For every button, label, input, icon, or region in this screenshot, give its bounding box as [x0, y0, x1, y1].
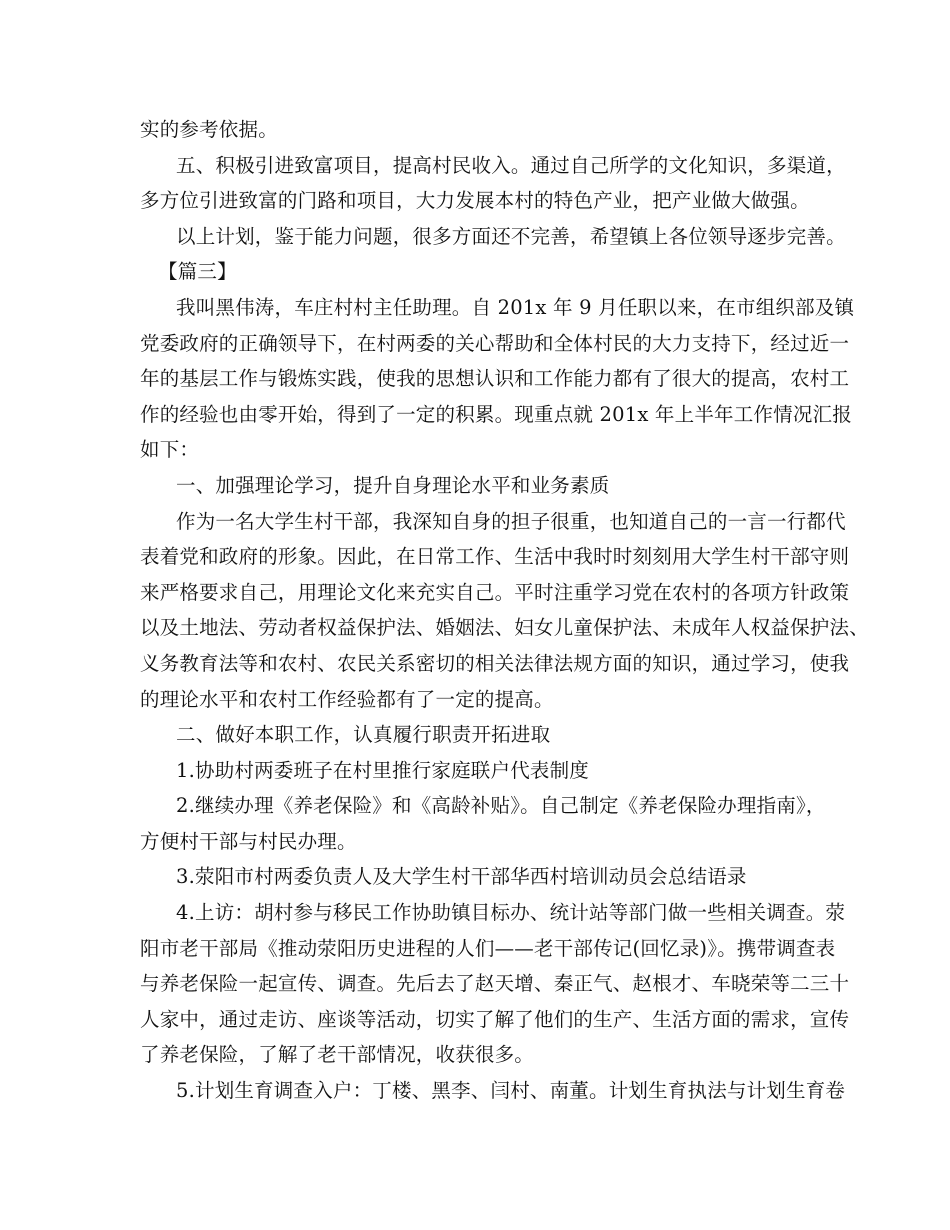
paragraph-line: 4.上访：胡村参与移民工作协助镇目标办、统计站等部门做一些相关调查。荥 — [176, 901, 846, 925]
paragraph-line: 多方位引进致富的门路和项目，大力发展本村的特色产业，把产业做大做强。 — [140, 189, 810, 213]
paragraph-line: 2.继续办理《养老保险》和《高龄补贴》。自己制定《养老保险办理指南》， — [176, 794, 826, 818]
paragraph-line: 实的参考依据。 — [140, 118, 278, 141]
paragraph-line: 五、积极引进致富项目，提高村民收入。通过自己所学的文化知识，多渠道， — [176, 153, 846, 177]
paragraph-line: 一、加强理论学习，提升自身理论水平和业务素质 — [176, 473, 610, 497]
paragraph-line: 的理论水平和农村工作经验都有了一定的提高。 — [140, 687, 554, 711]
paragraph-line: 阳市老干部局《推动荥阳历史进程的人们——老干部传记(回忆录)》。携带调查表 — [140, 936, 836, 960]
paragraph-line: 表着党和政府的形象。因此，在日常工作、生活中我时时刻刻用大学生村干部守则 — [140, 545, 850, 569]
paragraph-line: 了养老保险，了解了老干部情况，收获很多。 — [140, 1043, 535, 1067]
paragraph-line: 3.荥阳市村两委负责人及大学生村干部华西村培训动员会总结语录 — [176, 865, 747, 889]
document-page — [140, 112, 869, 1109]
paragraph-line: 5.计划生育调查入户：丁楼、黑李、闫村、南董。计划生育执法与计划生育卷 — [176, 1079, 846, 1103]
paragraph-line: 作为一名大学生村干部，我深知自身的担子很重，也知道自己的一言一行都代 — [176, 509, 846, 533]
paragraph-line: 以及土地法、劳动者权益保护法、婚姻法、妇女儿童保护法、未成年人权益保护法、 — [140, 616, 869, 640]
paragraph-line: 义务教育法等和农村、农民关系密切的相关法律法规方面的知识，通过学习，使我 — [140, 651, 850, 675]
paragraph-line: 党委政府的正确领导下，在村两委的关心帮助和全体村民的大力支持下，经过近一 — [140, 331, 850, 355]
paragraph-line: 年的基层工作与锻炼实践，使我的思想认识和工作能力都有了很大的提高，农村工 — [140, 367, 850, 391]
paragraph-line: 我叫黑伟涛，车庄村村主任助理。自 201x 年 9 月任职以来，在市组织部及镇 — [176, 295, 855, 319]
paragraph-line: 作的经验也由零开始，得到了一定的积累。现重点就 201x 年上半年工作情况汇报 — [140, 402, 852, 426]
paragraph-line: 二、做好本职工作，认真履行职责开拓进取 — [176, 723, 551, 747]
paragraph-line: 1.协助村两委班子在村里推行家庭联户代表制度 — [176, 758, 590, 782]
paragraph-line: 以上计划，鉴于能力问题，很多方面还不完善，希望镇上各位领导逐步完善。 — [176, 224, 846, 248]
paragraph-line: 如下： — [140, 438, 200, 462]
paragraph-line: 来严格要求自己，用理论文化来充实自己。平时注重学习党在农村的各项方针政策 — [140, 580, 850, 604]
section-heading: 【篇三】 — [158, 260, 237, 284]
paragraph-line: 人家中，通过走访、座谈等活动，切实了解了他们的生产、生活方面的需求，宣传 — [140, 1007, 850, 1031]
paragraph-line: 与养老保险一起宣传、调查。先后去了赵天增、秦正气、赵根才、车晓荣等二三十 — [140, 972, 850, 996]
paragraph-line: 方便村干部与村民办理。 — [140, 829, 357, 853]
